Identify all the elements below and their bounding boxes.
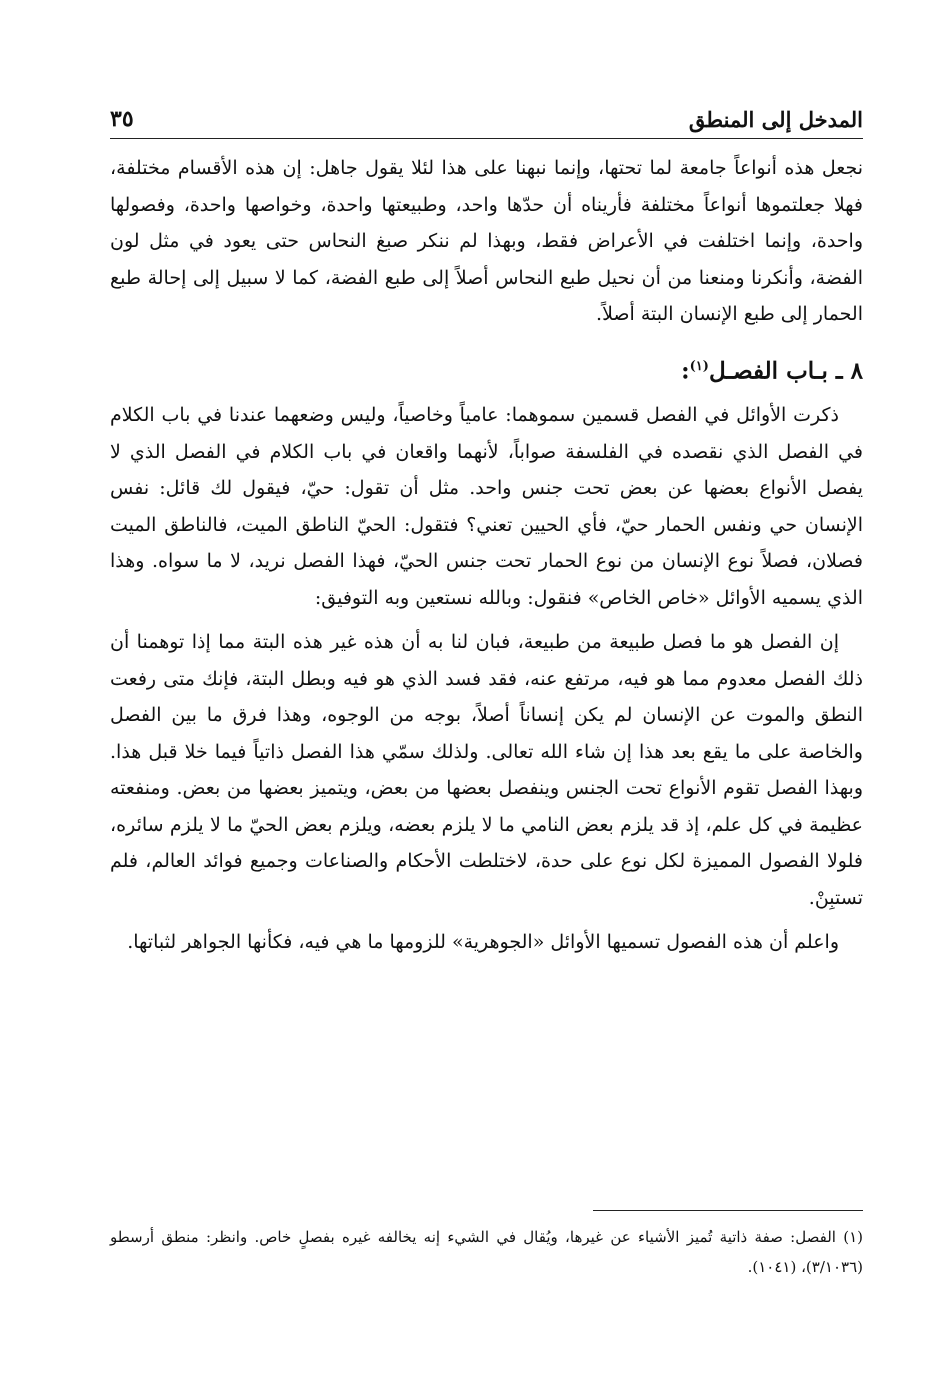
footnote-divider bbox=[593, 1210, 863, 1211]
footnote-reference[interactable]: (١) bbox=[689, 358, 709, 374]
running-header bbox=[110, 92, 863, 139]
section-colon: : bbox=[681, 357, 690, 385]
paragraph: واعلم أن هذه الفصول تسميها الأوائل «الجوهرية» للزومها ما هي فيه، فكأنها الجواهر لثباتها. bbox=[127, 931, 839, 954]
footnotes bbox=[110, 1222, 863, 1282]
section-heading bbox=[110, 347, 863, 392]
paragraph: إن الفصل هو ما فصل طبيعة من طبيعة، فبان لنا به أن هذه غير هذه البتة مما إذا توهمنا أن ذلك الفصل معدوم مما هو فيه، مرتفع عنه، فقد فسد الذي هو فيه وبطل البتة، فإنك متى رفعت النطق والموت عن الإنسان لم يكن إنساناً أصلاً، بوجه من الوجوه، وهذا فرق ما بين الفصل والخاصة على ما يقع بعد هذا إن شاء الله تعالى. ولذلك سمّي هذا الفصل ذاتياً فيما خلا قبل هذا. وبهذا الفصل تقوم الأنواع تحت الجنس وينفصل بعضها من بعض، ويتميز بعضها من بعض. ومنفعته عظيمة في كل علم، إذ قد يلزم بعض النامي ما لا يلزم بعضه، ويلزم بعض الحيّ ما لا يلزم سائره، فلولا الفصول المميزة لكل نوع على حدة، لاختلطت الأحكام والصناعات وجميع فوائد العالم، فلم تستبِنْ. bbox=[110, 631, 863, 909]
paragraph: نجعل هذه أنواعاً جامعة لما تحتها، وإنما نبهنا على هذا لئلا يقول جاهل: إن هذه الأقسام مختلفة، فهلا جعلتموها أنواعاً مختلفة فأريناه أن حدّها واحد، وطبيعتها واحدة، وخواصها واحدة، وفصولها واحدة، وإنما اختلفت في الأعراض فقط، وبهذا لم ننكر صبغ النحاس حتى يعود في مثل لون الفضة، وأنكرنا ومنعنا من أن نحيل طبع النحاس أصلاً إلى طبع الفضة، كما لا سبيل إلى إحالة طبع الحمار إلى طبع الإنسان البتة أصلاً. bbox=[110, 157, 863, 325]
running-title: المدخل إلى المنطق bbox=[688, 107, 863, 132]
section-title: ـ بـاب الفصـل bbox=[708, 357, 843, 385]
footnote: (١) الفصل: صفة ذاتية تُميز الأشياء عن غيرها، ويُقال في الشيء إنه يخالفه غيره بفصلٍ خاص. وانظر: منطق أرسطو (٣/١٠٣٦)، (١٠٤١). bbox=[110, 1228, 863, 1276]
page-number: ٣٥ bbox=[110, 106, 134, 132]
paragraph: ذكرت الأوائل في الفصل قسمين سموهما: عامياً وخاصياً، وليس وضعهما عندنا في باب الكلام في الفصل الذي نقصده في الفلسفة صواباً، لأنهما واقعان في باب الكلام في الفصل الذي لا يفصل الأنواع بعضها عن بعض تحت جنس واحد. مثل أن تقول: حيّ، فيقول لك قائل: نفس الإنسان حي ونفس الحمار حيّ، فأي الحيين تعني؟ فتقول: الحيّ الناطق الميت، فالناطق الميت فصلان، فصلاً نوع الإنسان من نوع الحمار تحت جنس الحيّ، فهذا الفصل نريد، لا ما سواه. وهذا الذي يسميه الأوائل «خاص الخاص» فنقول: وبالله نستعين وبه التوفيق: bbox=[110, 404, 863, 609]
section-number: ٨ bbox=[850, 357, 863, 385]
body-text bbox=[110, 150, 863, 961]
